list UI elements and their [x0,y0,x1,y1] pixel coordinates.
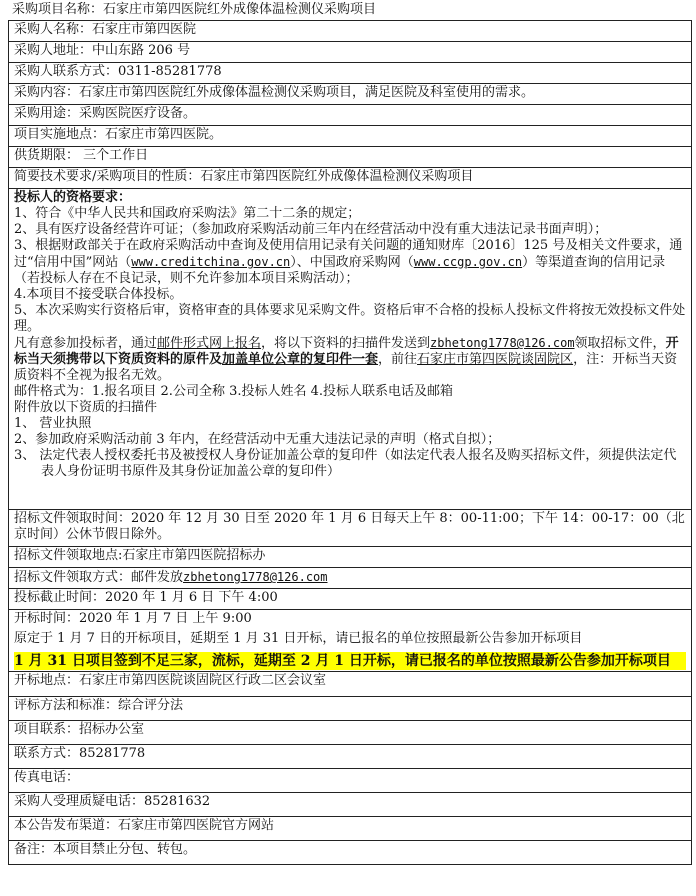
project-location: 项目实施地点：石家庄市第四医院。 [9,126,692,147]
mail-format: 邮件格式为：1.报名项目 2.公司全称 3.投标人姓名 4.投标人联系电话及邮箱 [14,384,454,399]
ccgp-link[interactable]: www.ccgp.gov.cn [413,255,523,269]
attachment-item-3: 3、 法定代表人授权委托书及被授权人身份证加盖公章的复印件（如法定代表人报名及购买招标文件，须提供法定代表人身份证明书原件及其身份证加盖公章的复印件） [14,448,677,479]
buyer-contact: 采购人联系方式：0311-85281778 [9,63,692,84]
attachment-item-2: 2、参加政府采购活动前 3 年内，在经营活动中无重大违法记录的声明（格式自拟）； [14,432,501,447]
qualification-item-1: 1、符合《中华人民共和国政府采购法》第二十二条的规定； [14,206,361,221]
qualification-item-3: 3、根据财政部关于在政府采购活动中查询及使用信用记录有关问题的通知财库〔2016〕125 号及相关文件要求，通过“信用中国”网站（www.creditchina.gov.cn）、中国政府采购网（www.ccgp.gov.cn）等渠道查询的信用记录（若投标人存在不良记录，则不允许参加本项目采购活动）； [14,238,683,286]
registration-place: 石家庄市第四医院谈固院区 [417,352,574,367]
purchase-content: 采购内容：石家庄市第四医院红外成像体温检测仪采购项目，满足医院及科室使用的需求。 [9,84,692,105]
registration-method: 邮件形式网上报名 [157,336,262,351]
contact-phone: 联系方式：85281778 [9,745,692,769]
complaint-phone: 采购人受理质疑电话：85281632 [9,793,692,817]
qualification-section [9,189,692,510]
buyer-address: 采购人地址：中山东路 206 号 [9,42,692,63]
registration-email-link[interactable]: zbhetong1778@126.com [430,336,575,350]
purchase-purpose: 采购用途：采购医院医疗设备。 [9,105,692,126]
qualification-item-4: 4.本项目不接受联合体投标。 [14,287,183,302]
attachment-item-1: 1、 营业执照 [14,416,92,431]
remark: 备注：本项目禁止分包、转包。 [9,841,692,865]
delivery-period: 供货期限： 三个工作日 [9,147,692,168]
opening-place: 开标地点：石家庄市第四医院谈固院区行政二区会议室 [9,672,692,697]
technical-requirements: 简要技术要求/采购项目的性质：石家庄市第四医院红外成像体温检测仪采购项目 [9,168,692,189]
creditchina-link[interactable]: www.creditchina.gov.cn [131,255,291,269]
tender-doc-time: 招标文件领取时间：2020 年 12 月 30 日至 2020 年 1 月 6 日每天上午 8：00-11:00；下午 14：00-17：00（北京时间）公休节假日除外。 [9,510,692,547]
qualification-item-2: 2、具有医疗设备经营许可证；（参加政府采购活动前三年内在经营活动中没有重大违法记录书面声明）； [14,222,608,237]
buyer-name: 采购人名称：石家庄市第四医院 [9,21,692,42]
qualification-heading: 投标人的资格要求： [14,190,132,205]
bid-opening [9,610,692,672]
project-title: 采购项目名称：石家庄市第四医院红外成像体温检测仪采购项目 [12,2,377,17]
fax-number: 传真电话： [9,769,692,793]
tender-doc-place: 招标文件领取地点:石家庄市第四医院招标办 [9,547,692,568]
publish-channel: 本公告发布渠道：石家庄市第四医院官方网站 [9,817,692,841]
registration-paragraph: 凡有意参加投标者，通过邮件形式网上报名，将以下资料的扫描件发送到zbhetong1778@126.com领取招标文件，开标当天须携带以下资质资料的原件及加盖单位公章的复印件一套，前往石家庄市第四医院谈固院区，注：开标当天资质资料不全视为报名无效。 [14,336,679,383]
qualification-item-5: 5、本次采购实行资格后审，资格审查的具体要求见采购文件。资格后审不合格的投标人投标文件将按无效投标文件处理。 [14,303,686,334]
project-contact: 项目联系：招标办公室 [9,721,692,745]
opening-time: 开标时间：2020 年 1 月 7 日 上午 9:00 [14,611,252,626]
attachment-heading: 附件放以下资质的扫描件 [14,400,158,415]
delay-notice-2: 1 月 31 日项目签到不足三家，流标，延期至 2 月 1 日开标，请已报名的单位按照最新公告参加开标项目 [14,652,686,670]
tender-email-link[interactable]: zbhetong1778@126.com [183,570,328,584]
delay-notice-1: 原定于 1 月 7 日的开标项目，延期至 1 月 31 日开标，请已报名的单位按照最新公告参加开标项目 [14,631,583,646]
announcement-table [8,20,692,865]
bid-deadline: 投标截止时间：2020 年 1 月 6 日 下午 4:00 [9,589,692,610]
tender-doc-method: 招标文件领取方式：邮件发放zbhetong1778@126.com [9,568,692,589]
evaluation-method: 评标方法和标准：综合评分法 [9,697,692,721]
